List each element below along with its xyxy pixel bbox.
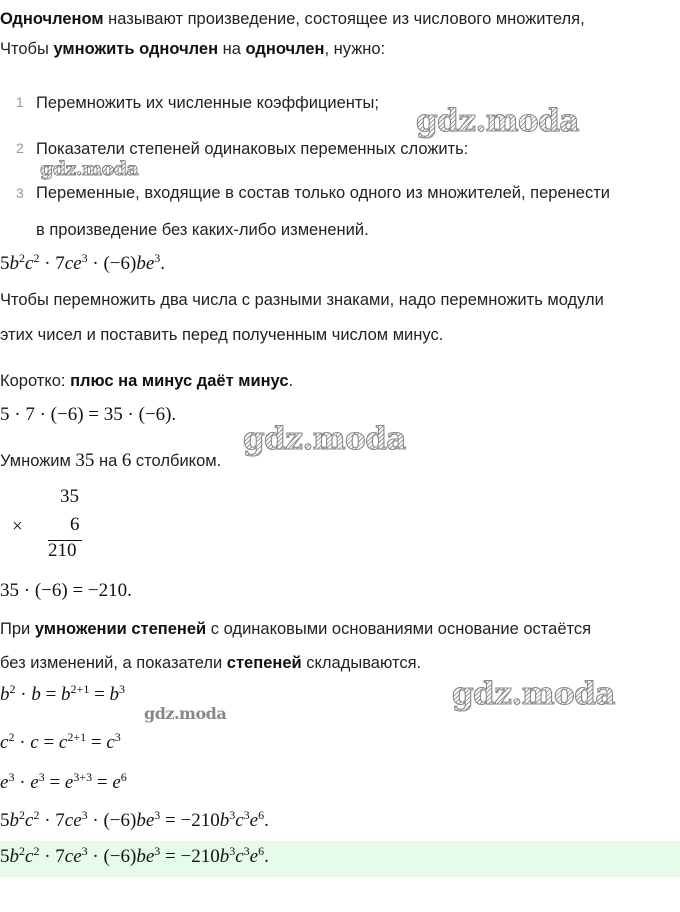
watermark-2: gdz.moda [40, 158, 139, 180]
powers-b: умножении степеней [34, 620, 207, 638]
step-1-text: Перемножить их численные коэффициенты; [36, 94, 379, 112]
column-result: 210 [48, 540, 77, 561]
intro-p2b: умножить одночлен [53, 40, 219, 58]
step-3-number: 3 [16, 185, 24, 201]
sign-rule-line-1: Чтобы перемножить два числа с разными знаками, надо перемножить модули [0, 291, 604, 309]
column-mid: на [94, 452, 122, 470]
short-dot: . [288, 372, 294, 390]
intro-p2d: одночлен [245, 40, 325, 58]
expression-result: $5b^2c^2 \cdot 7ce^3 \cdot (-6)be^3 = -210b^3c^3e^6$. [0, 808, 269, 831]
column-top: 35 [60, 486, 79, 507]
watermark-5: gdz.moda [144, 704, 227, 723]
expression-original: $5b^2c^2 \cdot 7ce^3 \cdot (-6)be^3$. [0, 251, 166, 274]
step-3-text-cont: в произведение без каких-либо изменений. [36, 221, 369, 239]
column-num-b: 6 [121, 450, 132, 471]
answer-expression: $5b^2c^2 \cdot 7ce^3 \cdot (-6)be^3 = -210b^3c^3e^6$. [0, 844, 269, 867]
expression-product: 35 · (−6) = −210. [0, 580, 132, 601]
power-b: $b^2 \cdot b = b^{2+1} = b^3$ [0, 682, 126, 705]
powers-e: степеней [226, 654, 302, 672]
powers-rule-line-1 [0, 618, 591, 640]
intro-line-2 [0, 38, 385, 60]
column-post: столбиком. [131, 452, 222, 470]
watermark-4: gdz.moda [452, 676, 615, 712]
step-2-text: Показатели степеней одинаковых переменных сложить: [36, 140, 469, 158]
short-label: Коротко: [0, 372, 71, 390]
column-times-sign: × [12, 516, 23, 537]
intro-p2e: , нужно: [324, 40, 386, 58]
watermark-3: gdz.moda [243, 421, 406, 457]
power-c: $c^2 \cdot c = c^{2+1} = c^3$ [0, 730, 121, 753]
intro-text: называют произведение, состоящее из числового множителя, [103, 10, 585, 28]
watermark-1: gdz.moda [416, 103, 579, 139]
column-intro [0, 450, 221, 472]
power-e: $e^3 \cdot e^3 = e^{3+3} = e^6$ [0, 770, 127, 793]
column-bottom: 6 [70, 514, 80, 535]
step-2-number: 2 [16, 140, 24, 156]
powers-d: без изменений, а показатели [0, 654, 227, 672]
powers-f: складываются. [301, 654, 422, 672]
column-num-a: 35 [75, 450, 95, 471]
intro-p2a: Чтобы [0, 40, 54, 58]
intro-line-1 [0, 8, 585, 30]
powers-a: При [0, 620, 35, 638]
column-pre: Умножим [0, 452, 76, 470]
powers-rule-line-2 [0, 652, 421, 674]
expression-numbers: 5 · 7 · (−6) = 35 · (−6). [0, 404, 177, 425]
sign-rule-line-2: этих чисел и поставить перед полученным числом минус. [0, 326, 444, 344]
step-1-number: 1 [16, 94, 24, 110]
powers-c: с одинаковыми основаниями основание остаётся [206, 620, 592, 638]
intro-p2c: на [218, 40, 246, 58]
sign-rule-short [0, 370, 293, 392]
short-rule: плюс на минус даёт минус [70, 372, 289, 390]
term-monomial: Одночленом [0, 10, 104, 28]
step-3-text: Переменные, входящие в состав только одного из множителей, перенести [36, 184, 610, 202]
